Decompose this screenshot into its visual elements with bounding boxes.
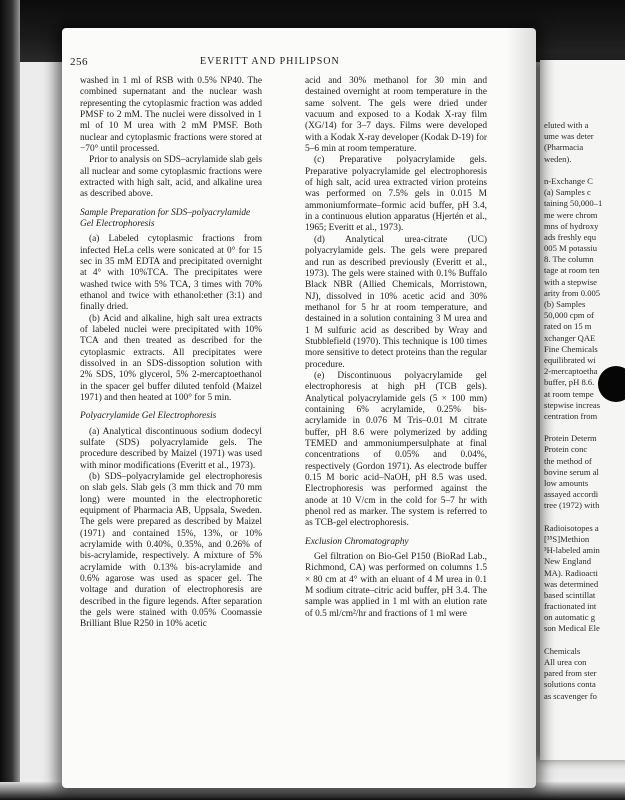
neighbor-line: son Medical Ele bbox=[544, 623, 600, 634]
neighbor-line: equilibrated wi bbox=[544, 354, 596, 365]
neighbor-line: Protein conc bbox=[544, 444, 588, 455]
neighbor-line: Radioisotopes a bbox=[544, 522, 599, 533]
neighbor-line: ads freshly equ bbox=[544, 231, 597, 242]
neighbor-line: eluted with a bbox=[544, 120, 589, 130]
paragraph: (b) SDS–polyacrylamide gel electrophoresis on slab gels. Slab gels (3 mm thick and 70 mm long) were mounted in the electrophoretic equipment of Pharmacia AB, Uppsala, Sweden. The gels were prepared as described by Maizel (1971) and contained 15%, 13%, or 10% acrylamide with 0.40%, 0.35%, and 0.26% of bis-acrylamide, respectively. A mixture of 5% acrylamide with 0.13% bis-acrylamide and 0.6% agarose was used as spacer gel. The voltage and duration of electrophoresis are described in the figure legends. After separation the gels were stained with 0.05% Coomassie Brilliant Blue R250 in 10% acetic bbox=[80, 471, 262, 630]
neighbor-line: based scintillat bbox=[544, 589, 596, 600]
neighbor-line: Chemicals bbox=[544, 645, 581, 656]
neighbor-line: at room tempe bbox=[544, 388, 594, 399]
neighbor-line: as scavenger fo bbox=[544, 690, 597, 701]
neighbor-line: rated on 15 m bbox=[544, 321, 592, 332]
neighbor-line: assayed accordi bbox=[544, 489, 599, 500]
neighbor-line: 50,000 cpm of bbox=[544, 310, 594, 321]
neighbor-line: 8. The column bbox=[544, 254, 594, 265]
neighbor-line: was determined bbox=[544, 578, 599, 589]
neighbor-line bbox=[544, 635, 602, 646]
neighbor-page bbox=[540, 60, 625, 760]
neighbor-line: (Pharmacia bbox=[544, 142, 584, 153]
neighbor-line bbox=[544, 165, 602, 176]
paragraph: (b) Acid and alkaline, high salt urea extracts of labeled nuclei were precipitated with 10% TCA and then treated as described for the cytoplasmic extracts. All precipitates were dissolved in an SDS-dissoption solution with 2% SDS, 10% glycerol, 5% 2-mercaptoethanol in the spacer gel buffer diluted tenfold (Maizel 1971) and then heated at 100° for 5 min. bbox=[80, 313, 262, 403]
page-shadow bbox=[506, 28, 536, 788]
paragraph: Prior to analysis on SDS–acrylamide slab gels all nuclear and some cytoplasmic fractions were extracted with high salt, acid, and alkaline urea as described above. bbox=[80, 155, 262, 200]
paragraph: acid and 30% methanol for 30 min and destained overnight at room temperature in the same solvent. The gels were dried under vacuum and exposed to a Kodak X-ray film (XG/14) for 3–7 days. Films were developed with a Kodak X-ray developer (Kodak D-19) for 5–6 min at room temperature. bbox=[305, 76, 487, 155]
neighbor-line: ³H-labeled amin bbox=[544, 545, 600, 556]
neighbor-line: Protein Determ bbox=[544, 433, 597, 444]
section-heading: Sample Preparation for SDS–polyacrylamide Gel Electrophoresis bbox=[80, 207, 251, 229]
scanner-edge-left bbox=[0, 0, 20, 800]
neighbor-line: New England bbox=[544, 556, 592, 567]
neighbor-line: 005 M potassiu bbox=[544, 243, 597, 254]
neighbor-line bbox=[544, 422, 602, 433]
neighbor-line: tree (1972) with bbox=[544, 500, 600, 511]
paragraph: (c) Preparative polyacrylamide gels. Preparative polyacrylamide gel electrophoresis of high salt, acid urea extracted virion proteins was performed on 7.5% gels in 0.015 M ammoniumformate–formic acid buffer, pH 3.4, in a continuous elution apparatus (Hjertén et al., 1965; Everitt et al., 1973). bbox=[305, 155, 487, 234]
neighbor-line: arity from 0.005 bbox=[544, 287, 601, 298]
neighbor-line: taining 50,000–1 bbox=[544, 198, 603, 209]
neighbor-line: [³⁵S]Methion bbox=[544, 533, 590, 544]
neighbor-page-text bbox=[544, 120, 602, 702]
neighbor-line: n-Exchange C bbox=[544, 175, 593, 186]
neighbor-line: solutions conta bbox=[544, 679, 596, 690]
left-column bbox=[80, 76, 262, 631]
neighbor-line: ume was deter bbox=[544, 131, 594, 142]
neighbor-line: 2-mercaptoetha bbox=[544, 366, 598, 377]
neighbor-line: xchanger QAE bbox=[544, 332, 596, 343]
page-number: 256 bbox=[70, 56, 88, 68]
neighbor-line: All urea con bbox=[544, 657, 587, 667]
neighbor-line: weden). bbox=[544, 153, 572, 164]
neighbor-line: low amounts bbox=[544, 478, 589, 488]
neighbor-line: MA). Radioacti bbox=[544, 567, 598, 578]
neighbor-line: tage at room ten bbox=[544, 265, 600, 276]
running-title: EVERITT AND PHILIPSON bbox=[200, 56, 340, 67]
neighbor-line: with a stepwise bbox=[544, 276, 597, 287]
neighbor-line: centration from bbox=[544, 410, 598, 421]
neighbor-line: pared from ster bbox=[544, 668, 597, 679]
paragraph: (e) Discontinuous polyacrylamide gel electrophoresis at high pH (TCB gels). Analytical polyacrylamide gels (5 × 100 mm) containing 6% acrylamide, 0.25% bis-acrylamide in 0.076 M Tris–0.01 M citrate buffer, pH 8.6 were polymerized by adding TEMED and ammoniumpersulphate at final concentrations of 0.05% and 0.04%, respectively (Gordon 1971). As electrode buffer 0.15 M boric acid–NaOH, pH 8.5 was used. Electrophoresis was performed against the anode at 10 V/cm in the cold for 5–7 hr with phenol red as marker. The system is referred to as TCB-gel electrophoresis. bbox=[305, 370, 487, 529]
paragraph: (a) Analytical discontinuous sodium dodecyl sulfate (SDS) polyacrylamide gels. The procedure described by Maizel (1971) was used with minor modifications (Everitt et al., 1973). bbox=[80, 426, 262, 471]
paragraph: (a) Labeled cytoplasmic fractions from infected HeLa cells were sonicated at 0° for 15 sec in 35 mM EDTA and precipitated overnight at 4° with 10%TCA. The precipitates were washed twice with 5% TCA, 3 times with 70% ethanol and twice with ethanol:ether (3:1) and finally dried. bbox=[80, 234, 262, 313]
neighbor-line: bovine serum al bbox=[544, 466, 599, 477]
neighbor-line: (a) Samples c bbox=[544, 187, 591, 198]
neighbor-line: the method of bbox=[544, 455, 592, 466]
neighbor-line: mns of hydroxy bbox=[544, 220, 599, 231]
paragraph: Gel filtration on Bio-Gel P150 (BioRad Lab., Richmond, CA) was performed on columns 1.5 × 80 cm at 4° with an eluant of 4 M urea in 0.1 M sodium citrate–citric acid buffer, pH 3.4. The sample was applied in 1 ml with an elution rate of 0.5 ml/cm²/hr and fractions of 1 ml were bbox=[305, 551, 487, 619]
neighbor-line: on automatic g bbox=[544, 612, 596, 623]
neighbor-line bbox=[544, 512, 602, 523]
paragraph: (d) Analytical urea-citrate (UC) polyacrylamide gels. The gels were prepared and run as described previously (Everitt et al., 1973). The gels were stained with 0.1% Buffalo Black NBR (Allied Chemicals, Morristown, NJ), dissolved in 10% acetic acid and 30% methanol for 5 hr at room temperature, and destained in a solution containing 3 M urea and 1 M sulfuric acid as described by Wray and Stubblefield (1970). This technique is 100 times more sensitive to detect proteins than the regular procedure. bbox=[305, 234, 487, 370]
neighbor-line: me were chrom bbox=[544, 209, 598, 220]
neighbor-line: buffer, pH 8.6. bbox=[544, 377, 595, 388]
neighbor-line: fractionated int bbox=[544, 601, 597, 612]
neighbor-line: stepwise increas bbox=[544, 399, 601, 410]
neighbor-line: (b) Samples bbox=[544, 299, 586, 309]
right-column bbox=[305, 76, 487, 620]
paragraph: washed in 1 ml of RSB with 0.5% NP40. The combined supernatant and the nuclear wash representing the cytoplasmic fraction was added PMSF to 2 mM. The nuclei were dissolved in 1 ml of 10 M urea with 2 mM PMSF. Both nuclear and cytoplasmic fractions were stored at −70° until processed. bbox=[80, 76, 262, 155]
section-heading: Polyacrylamide Gel Electrophoresis bbox=[80, 411, 217, 422]
section-heading: Exclusion Chromatography bbox=[305, 536, 409, 547]
neighbor-line: Fine Chemicals bbox=[544, 343, 598, 354]
page-header bbox=[70, 56, 420, 72]
